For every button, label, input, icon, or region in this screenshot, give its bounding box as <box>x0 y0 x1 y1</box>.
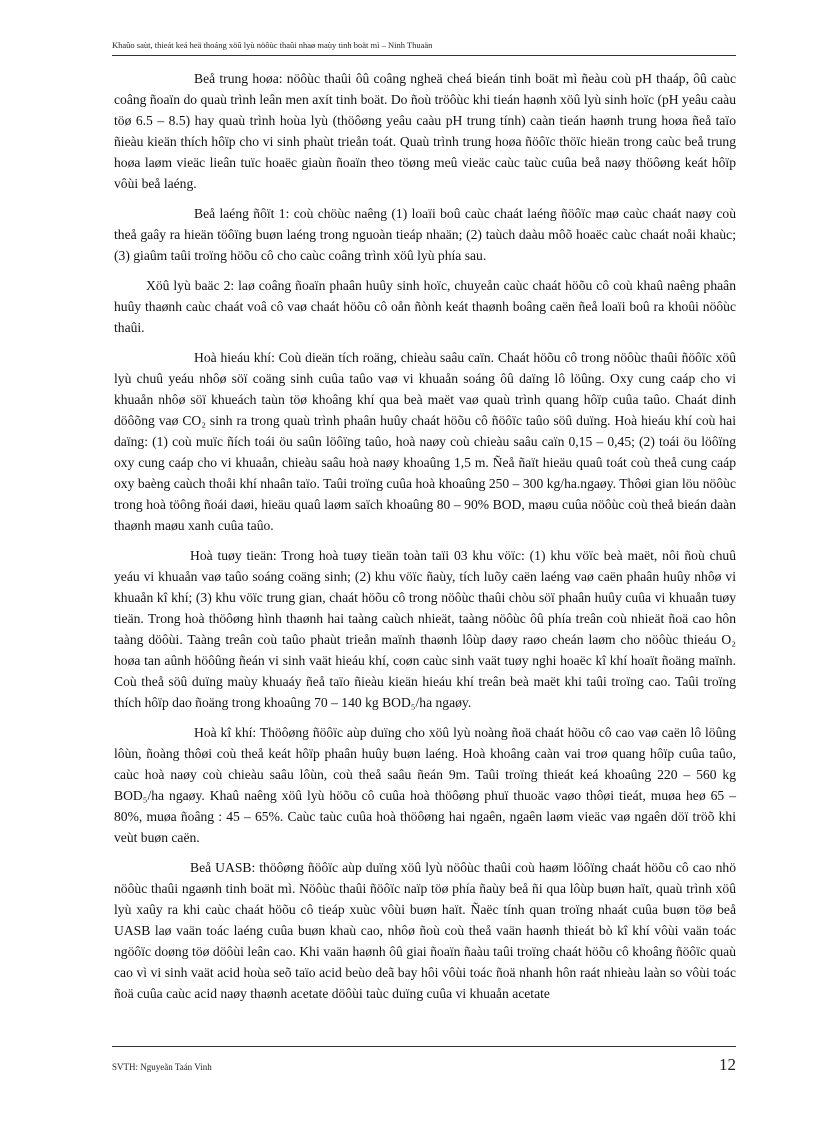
paragraph-neutralization-tank: Beå trung hoøa: nöôùc thaûi ôû coâng ngheä cheá bieán tinh boät mì ñeàu coù pH thaáp, ôû caùc coâng ñoaïn do quaù trình leân men axít tinh boät. Do ñoù tröôùc khi tieán haønh xöû lyù sinh hoïc (pH yeâu caàu töø 6.5 – 8.5) hay quaù trình hoùa lyù (thöôøng yeâu caàu pH trung tính) caàn tieán haønh trung hoøa ñeå taïo ñieàu kieän thích hôïp cho vi sinh phaùt trieån toát. Quaù trình trung hoøa ñöôïc thöïc hieän trong caùc beå trung hoøa laøm vieäc lieân tuïc hoaëc giaùn ñoaïn theo töøng meû vieäc caùc taùc cuûa beå naøy thöôøng keát hôïp vôùi beå laéng. <box>114 71 736 191</box>
paragraph-uasb-tank: Beå UASB: thöôøng ñöôïc aùp duïng xöû lyù nöôùc thaûi coù haøm löôïng chaát höõu cô cao nhö nöôùc thaûi ngaønh tinh boät mì. Nöôùc thaûi ñöôïc naïp töø phía ñaùy beå ñi qua lôùp buøn haït, quaù trình xöû lyù xaûy ra khi caùc chaát höõu cô tieáp xuùc vôùi buøn haït. Ñaëc tính quan troïng nhaát cuûa buøn töø beå UASB laø vaän toác laéng cuûa buøn khaù cao, nhôø ñoù coù theå vaän haønh thieát bò kî khí vôùi vaän toác ngöôïc doøng töø döôùi leân cao. Khi vaän haønh ôû giai ñoaïn ñaàu taûi troïng chaát höõu cô khoâng ñöôïc quaù cao vì vi sinh vaät acid hoùa seõ taïo acid beùo deã bay hôi vôùi toác ñoä nhanh hôn raát nhieàu laàn so vôùi toác ñoä cuûa caùc acid naøy thaønh acetate döôùi taùc duïng cuûa vi khuaån acetate <box>114 860 736 1001</box>
paragraph-anaerobic-pond: Hoà kî khí: Thöôøng ñöôïc aùp duïng cho xöû lyù noàng ñoä chaát höõu cô cao vaø caën lô löûng lôùn, ñoàng thôøi coù theå keát hôïp phaân huûy buøn laéng. Hoà khoâng caàn vai troø quang hôïp cuûa taûo, caùc hoà naøy coù chieàu saâu lôùn, coù theå saâu ñeán 9m. Taûi troïng thieát keá khoaûng 220 – 560 kg BOD₅/ha ngaøy. Khaû naêng xöû lyù höõu cô cuûa hoà thöôøng phuï thuoäc vaøo thôøi tieát, muøa heø 65 – 80%, muøa ñoâng : 45 – 65%. Caùc taùc cuûa hoà thöôøng hai ngaên, ngaên laøm vieäc vaø ngaên döï tröõ khi veùt buøn caën. <box>114 725 736 845</box>
paragraph-aerobic-pond: Hoà hieáu khí: Coù dieän tích roäng, chieàu saâu caïn. Chaát höõu cô trong nöôùc thaûi ñöôïc xöû lyù chuû yeáu nhôø söï coäng sinh cuûa taûo vaø vi khuaån soáng ôû daïng lô löûng. Oxy cung caáp cho vi khuaån nhôø söï khueách taùn töø khoâng khí qua beà maët vaø quaù trình quang hôïp cuûa taûo. Chaát dinh döôõng vaø CO₂ sinh ra trong quaù trình phaân huûy chaát höõu cô ñöôïc taûo söû duïng. Hoà hieáu khí coù hai daïng: (1) coù muïc ñích toái öu saûn löôïng taûo, hoà naøy coù chieàu saâu caïn 0,15 – 0,45; (2) toái öu löôïng oxy cung caáp cho vi khuaån, chieàu saâu hoà naøy khoaûng 1,5 m. Ñeå ñaït hieäu quaû toát coù theå cung caáp oxy baèng caùch thoåi khí nhaân taïo. Taûi troïng cuûa hoà khoaûng 250 – 300 kg/ha.ngaøy. Thôøi gian löu nöôùc trong hoà töông ñoái daøi, hieäu quaû laøm saïch khoaûng 80 – 90% BOD, maøu cuûa nöôùc coù theå bieán daàn thaønh maøu xanh cuûa taûo. <box>114 350 736 533</box>
running-header: Khaûo saùt, thieát keá heä thoáng xöû lyù nöôùc thaûi nhaø maùy tinh boät mì – Ninh Thuaän <box>112 40 433 50</box>
paragraph-facultative-pond: Hoà tuøy tieän: Trong hoà tuøy tieän toàn taïi 03 khu vöïc: (1) khu vöïc beà maët, nôi ñoù chuû yeáu vi khuaån vaø taûo soáng coäng sinh; (2) khu vöïc ñaùy, tích luõy caën laéng vaø caën phaân huûy nhôø vi khuaån kî khí; (3) khu vöïc trung gian, chaát höõu cô trong nöôùc thaûi chòu söï phaân huûy cuûa vi khuaån tuøy tieän. Trong hoà thöôøng hình thaønh hai taàng caùch nhieät, taàng nöôùc ôû phía treân coù nhieät ñoä cao hôn taàng döôùi. Taàng treân coù taûo phaùt trieån maïnh thaønh lôùp daøy raøo cheán laøm cho nöôùc thieáu O₂ hoøa tan aûnh höôûng ñeán vi sinh vaät hieáu khí, coøn caùc sinh vaät tuøy nghi hoaëc kî khí hoaït ñoäng maïnh. Coù theå söû duïng maùy khuaáy ñeå taïo ñieàu kieän hieáu khí treân beà maët khi taûi troïng cao. Taûi troïng thích hôïp dao ñoäng trong khoaûng 70 – 140 kg BOD₅/ha ngaøy. <box>114 548 736 710</box>
footer-author: SVTH: Nguyeãn Taán Vinh <box>112 1062 212 1072</box>
footer-divider <box>112 1046 736 1047</box>
document-body <box>114 68 736 1013</box>
paragraph-secondary-treatment: Xöû lyù baäc 2: laø coâng ñoaïn phaân huûy sinh hoïc, chuyeån caùc chaát höõu cô coù khaû naêng phaân huûy thaønh caùc chaát voâ cô vaø chaát höõu cô oån ñònh keát thaønh boâng caën ñeå loaïi boû ra khoûi nöôùc thaûi. <box>114 278 736 335</box>
header-divider <box>112 55 736 56</box>
paragraph-primary-settling: Beå laéng ñôït 1: coù chöùc naêng (1) loaïi boû caùc chaát laéng ñöôïc maø caùc chaát naøy coù theå gaây ra hieän töôïng buøn laéng trong nguoàn tieáp nhaän; (2) taùch daàu môõ hoaëc caùc chaát noåi khaùc; (3) giaûm taûi troïng höõu cô cho caùc coâng trình xöû lyù phía sau. <box>114 206 736 263</box>
page-number: 12 <box>719 1055 736 1074</box>
